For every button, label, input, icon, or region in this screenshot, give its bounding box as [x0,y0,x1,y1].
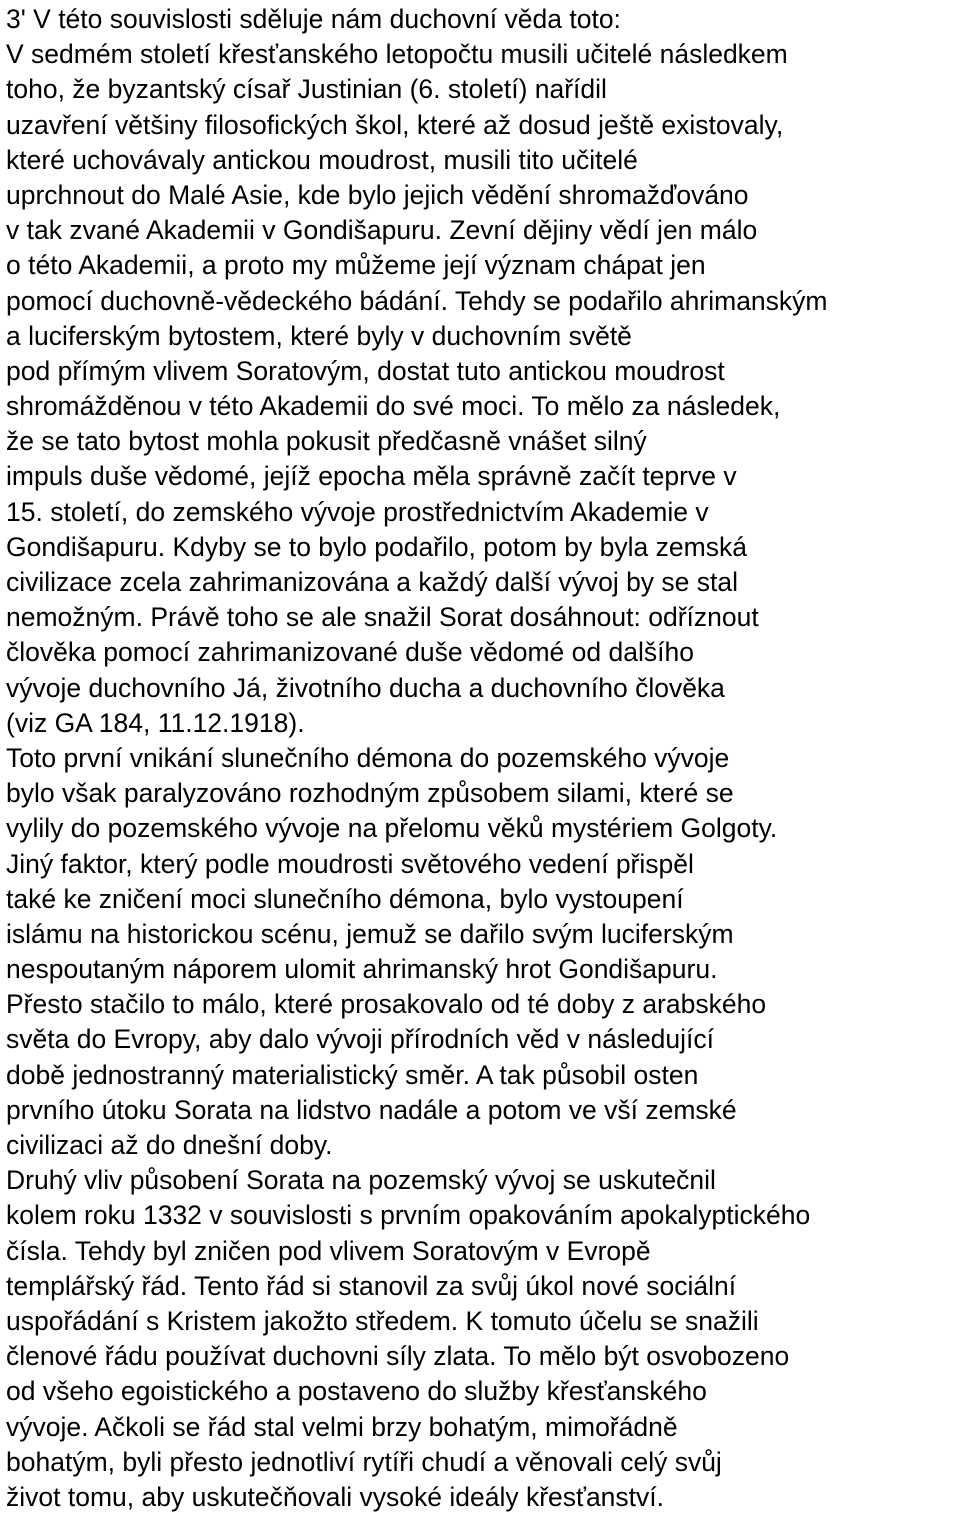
text-line: vylily do pozemského vývoje na přelomu věků mystériem Golgoty. [6,813,778,844]
text-line: člověka pomocí zahrimanizované duše vědomé od dalšího [6,637,694,668]
text-line: bylo však paralyzováno rozhodným způsobem silami, které se [6,778,734,809]
text-line: a luciferským bytostem, které byly v duchovním světě [6,320,632,351]
text-line: Druhý vliv působení Sorata na pozemský vývoj se uskutečnil [6,1165,716,1196]
text-line: nemožným. Právě toho se ale snažil Sorat dosáhnout: odříznout [6,602,759,633]
text-line: o této Akademii, a proto my můžeme její význam chápat jen [6,250,706,281]
text-line: pomocí duchovně-vědeckého bádání. Tehdy se podařilo ahrimanským [6,285,828,316]
text-line: toho, že byzantský císař Justinian (6. století) nařídil [6,74,607,105]
text-line: které uchovávaly antickou moudrost, musili tito učitelé [6,144,638,175]
text-line: světa do Evropy, aby dalo vývoji přírodních věd v následující [6,1024,715,1055]
text-line: templářský řád. Tento řád si stanovil za svůj úkol nové sociální [6,1270,737,1301]
text-line: kolem roku 1332 v souvislosti s prvním opakováním apokalyptického [6,1200,811,1231]
text-line: V sedmém století křesťanského letopočtu musili učitelé následkem [6,39,788,70]
text-line: čísla. Tehdy byl zničen pod vlivem Soratovým v Evropě [6,1235,651,1266]
text-line: Přesto stačilo to málo, které prosakovalo od té doby z arabského [6,989,767,1020]
text-line: uzavření většiny filosofických škol, které až dosud ještě existovaly, [6,109,784,140]
text-line: civilizace zcela zahrimanizována a každý další vývoj by se stal [6,567,739,597]
text-line: prvního útoku Sorata na lidstvo nadále a potom ve vší zemské [6,1094,737,1125]
text-line: impuls duše vědomé, jejíž epocha měla správně začít teprve v [6,461,737,492]
text-line: v tak zvané Akademii v Gondišapuru. Zevní dějiny vědí jen málo [6,215,758,246]
text-line: (viz GA 184, 11.12.1918). [6,707,305,738]
text-line: že se tato bytost mohla pokusit předčasně vnášet silný [6,426,647,457]
text-line: Gondišapuru. Kdyby se to bylo podařilo, potom by byla zemská [6,531,747,562]
text-line: 3' V této souvislosti sděluje nám duchovní věda toto: [6,4,621,34]
text-line: uspořádání s Kristem jakožto středem. K tomuto účelu se snažili [6,1305,759,1336]
text-line: členové řádu používat duchovni síly zlata. To mělo být osvobozeno [6,1341,790,1372]
text-line: pod přímým vlivem Soratovým, dostat tuto antickou moudrost [6,355,725,386]
text-line: bohatým, byli přesto jednotliví rytíři chudí a věnovali celý svůj [6,1446,722,1477]
text-line: uprchnout do Malé Asie, kde bylo jejich vědění shromažďováno [6,179,749,210]
text-line: civilizaci až do dnešní doby. [6,1130,333,1160]
text-line: Jiný faktor, který podle moudrosti světového vedení přispěl [6,848,694,879]
text-line: 15. století, do zemského vývoje prostřednictvím Akademie v [6,496,709,527]
text-line: od všeho egoistického a postaveno do služby křesťanského [6,1376,707,1407]
text-line: život tomu, aby uskutečňovali vysoké ideály křesťanství. [6,1481,665,1512]
text-line: shromážděnou v této Akademii do své moci. To mělo za následek, [6,391,781,422]
text-line: nespoutaným náporem ulomit ahrimanský hrot Gondišapuru. [6,954,718,985]
text-line: vývoje duchovního Já, životního ducha a duchovního člověka [6,672,725,703]
document-page [6,2,960,1515]
text-line: vývoje. Ačkoli se řád stal velmi brzy bohatým, mimořádně [6,1411,678,1442]
text-line: také ke zničení moci slunečního démona, bylo vystoupení [6,883,684,914]
text-line: islámu na historickou scénu, jemuž se dařilo svým luciferským [6,918,734,949]
text-line: Toto první vnikání slunečního démona do pozemského vývoje [6,742,730,773]
text-line: době jednostranný materialistický směr. A tak působil osten [6,1059,699,1090]
